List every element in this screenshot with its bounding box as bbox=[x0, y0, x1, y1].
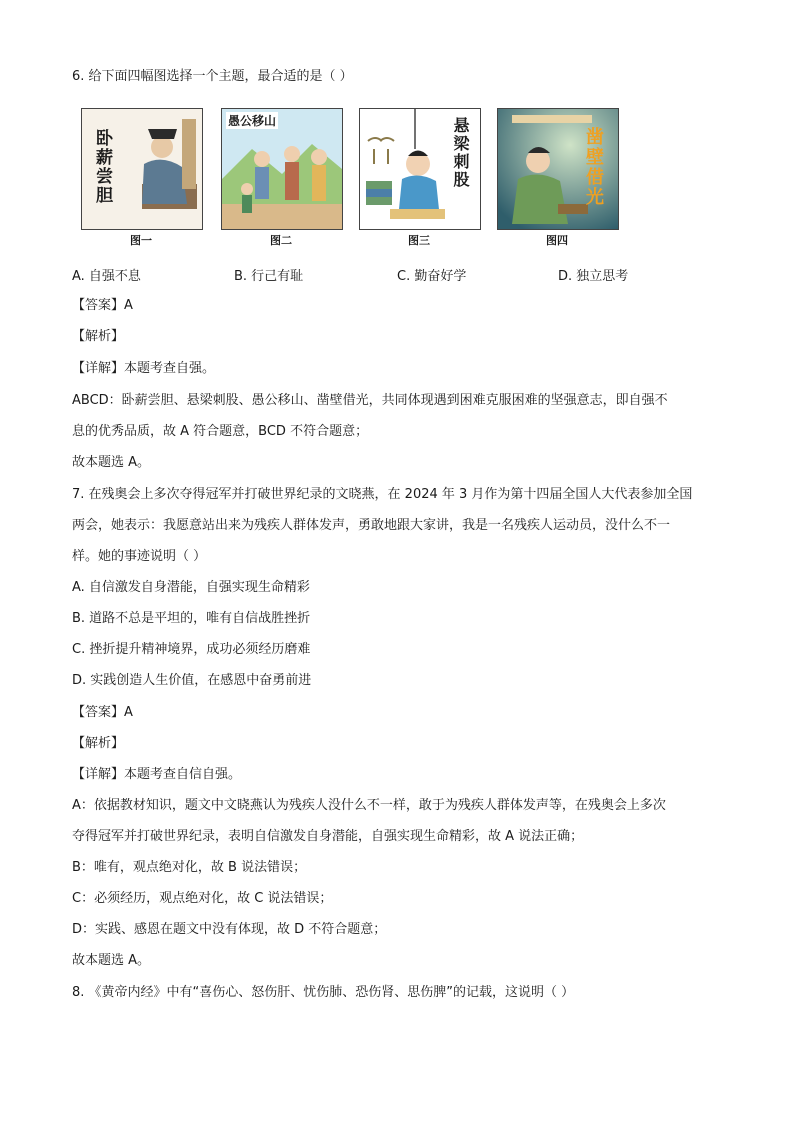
q7-option-b: B. 道路不总是平坦的，唯有自信战胜挫折 bbox=[72, 611, 311, 626]
q6-option-a: A. 自强不息 bbox=[72, 269, 141, 284]
q7-stem-line-2: 两会，她表示：我愿意站出来为残疾人群体发声，勇敢地跟大家讲，我是一名残疾人运动员，没什么不一 bbox=[72, 518, 671, 533]
q6-explanation-line-2: 息的优秀品质，故 A 符合题意，BCD 不符合题意； bbox=[72, 424, 369, 439]
q7-option-a: A. 自信激发自身潜能，自强实现生命精彩 bbox=[72, 580, 310, 595]
figure-3-caption: 图三 bbox=[408, 234, 430, 247]
figure-1-caption: 图一 bbox=[130, 234, 152, 247]
q8-stem: 8. 《黄帝内经》中有“喜伤心、怒伤肝、忧伤肺、恐伤肾、思伤脾”的记载，这说明（ ） bbox=[72, 985, 575, 1000]
q6-option-c: C. 勤奋好学 bbox=[397, 269, 467, 284]
q7-explanation-line-2: 夺得冠军并打破世界纪录，表明自信激发自身潜能，自强实现生命精彩，故 A 说法正确； bbox=[72, 829, 584, 844]
q6-option-b: B. 行己有耻 bbox=[234, 269, 304, 284]
figure-1-image bbox=[81, 108, 203, 230]
q6-options bbox=[72, 265, 712, 285]
q6-stem: 6. 给下面四幅图选择一个主题，最合适的是（ ） bbox=[72, 69, 353, 84]
q7-explanation-line-4: C：必须经历，观点绝对化，故 C 说法错误； bbox=[72, 891, 333, 906]
q6-option-d: D. 独立思考 bbox=[558, 269, 629, 284]
q7-option-c: C. 挫折提升精神境界，成功必须经历磨难 bbox=[72, 642, 311, 657]
q6-detail: 【详解】本题考查自强。 bbox=[72, 361, 216, 376]
q6-answer: 【答案】A bbox=[72, 298, 133, 313]
q7-analysis-label: 【解析】 bbox=[72, 736, 125, 751]
q7-explanation-line-5: D：实践、感恩在题文中没有体现，故 D 不符合题意； bbox=[72, 922, 387, 937]
figure-2-title: 愚公移山 bbox=[228, 114, 277, 128]
figure-4-image bbox=[497, 108, 619, 230]
figure-3-title: 悬梁刺股 bbox=[451, 117, 470, 189]
q6-figures bbox=[81, 108, 621, 248]
q7-explanation-line-3: B：唯有，观点绝对化，故 B 说法错误； bbox=[72, 860, 307, 875]
figure-1-title: 卧薪尝胆 bbox=[92, 129, 112, 205]
q6-analysis-label: 【解析】 bbox=[72, 329, 125, 344]
q7-answer: 【答案】A bbox=[72, 705, 133, 720]
q7-option-d: D. 实践创造人生价值，在感恩中奋勇前进 bbox=[72, 673, 312, 688]
figure-2-image bbox=[221, 108, 343, 230]
q7-stem-line-3: 样。她的事迹说明（ ） bbox=[72, 549, 207, 564]
q7-detail: 【详解】本题考查自信自强。 bbox=[72, 767, 242, 782]
figure-4-title: 凿壁借光 bbox=[583, 127, 604, 207]
q6-conclusion: 故本题选 A。 bbox=[72, 455, 151, 470]
q7-stem-line-1: 7. 在残奥会上多次夺得冠军并打破世界纪录的文晓燕，在 2024 年 3 月作为第十四届全国人大代表参加全国 bbox=[72, 487, 693, 502]
figure-3-image bbox=[359, 108, 481, 230]
q7-explanation-line-1: A：依据教材知识，题文中文晓燕认为残疾人没什么不一样，敢于为残疾人群体发声等，在残奥会上多次 bbox=[72, 798, 666, 813]
q6-explanation-line-1: ABCD：卧薪尝胆、悬梁刺股、愚公移山、凿壁借光，共同体现遇到困难克服困难的坚强意志，即自强不 bbox=[72, 393, 668, 408]
figure-4-caption: 图四 bbox=[546, 234, 568, 247]
q7-conclusion: 故本题选 A。 bbox=[72, 953, 151, 968]
figure-2-caption: 图二 bbox=[270, 234, 292, 247]
